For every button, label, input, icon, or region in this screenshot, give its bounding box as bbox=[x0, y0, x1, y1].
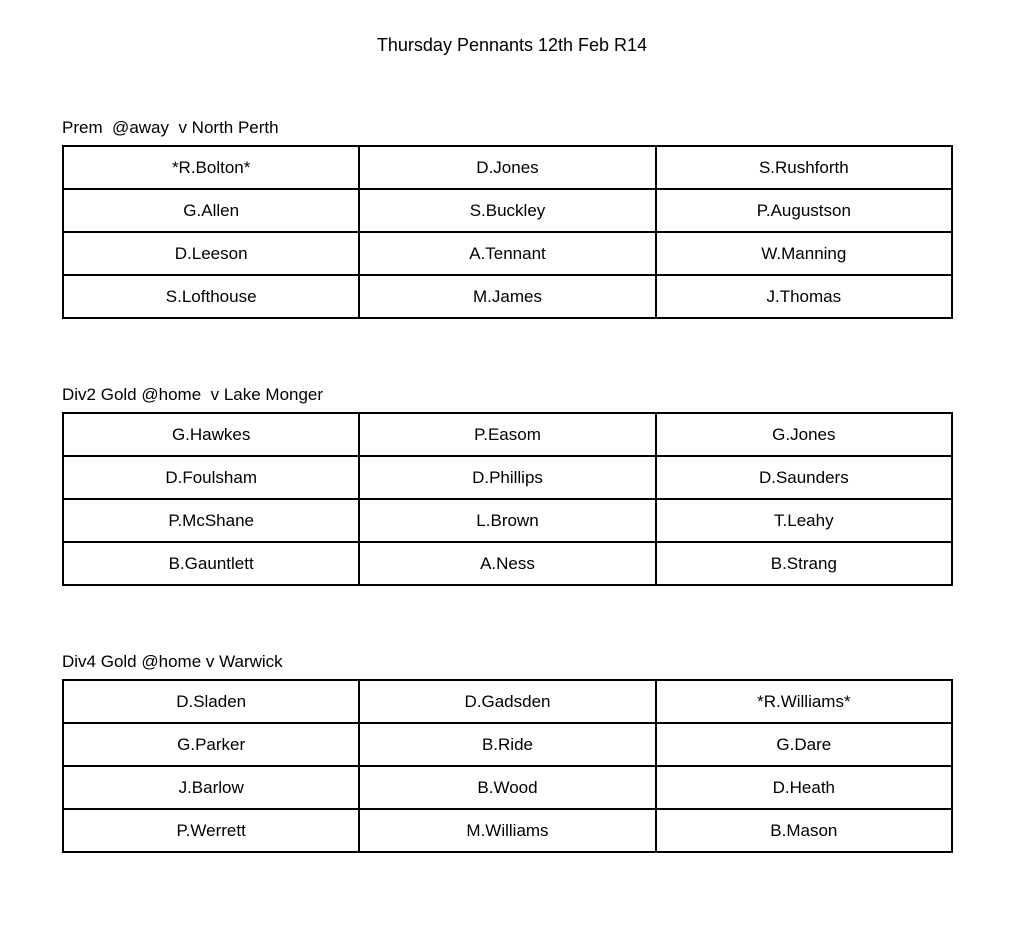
player-cell: G.Hawkes bbox=[63, 413, 359, 456]
player-cell: S.Rushforth bbox=[656, 146, 952, 189]
player-cell: S.Lofthouse bbox=[63, 275, 359, 318]
player-cell: B.Strang bbox=[656, 542, 952, 585]
player-cell: S.Buckley bbox=[359, 189, 655, 232]
section-heading: Prem @away v North Perth bbox=[62, 118, 279, 137]
player-cell: P.McShane bbox=[63, 499, 359, 542]
table-row bbox=[63, 146, 952, 189]
player-cell: P.Easom bbox=[359, 413, 655, 456]
table-row bbox=[63, 723, 952, 766]
section-heading: Div4 Gold @home v Warwick bbox=[62, 652, 283, 671]
player-cell: J.Barlow bbox=[63, 766, 359, 809]
section-prem bbox=[62, 117, 953, 319]
player-cell: J.Thomas bbox=[656, 275, 952, 318]
page-title: Thursday Pennants 12th Feb R14 bbox=[376, 35, 648, 55]
table-row bbox=[63, 680, 952, 723]
table-row bbox=[63, 766, 952, 809]
roster-table bbox=[62, 679, 953, 853]
player-cell: B.Mason bbox=[656, 809, 952, 852]
player-cell: T.Leahy bbox=[656, 499, 952, 542]
player-cell: D.Leeson bbox=[63, 232, 359, 275]
player-cell: P.Augustson bbox=[656, 189, 952, 232]
roster-table bbox=[62, 145, 953, 319]
player-cell: A.Tennant bbox=[359, 232, 655, 275]
player-cell: W.Manning bbox=[656, 232, 952, 275]
player-cell: G.Jones bbox=[656, 413, 952, 456]
table-row bbox=[63, 189, 952, 232]
player-cell: B.Gauntlett bbox=[63, 542, 359, 585]
player-cell: D.Gadsden bbox=[359, 680, 655, 723]
player-cell: D.Saunders bbox=[656, 456, 952, 499]
player-cell: D.Phillips bbox=[359, 456, 655, 499]
section-div2-gold bbox=[62, 384, 953, 586]
table-row bbox=[63, 809, 952, 852]
player-cell: L.Brown bbox=[359, 499, 655, 542]
table-row bbox=[63, 499, 952, 542]
table-row bbox=[63, 413, 952, 456]
section-heading: Div2 Gold @home v Lake Monger bbox=[62, 385, 324, 404]
player-cell: G.Parker bbox=[63, 723, 359, 766]
player-cell: D.Jones bbox=[359, 146, 655, 189]
table-row bbox=[63, 275, 952, 318]
player-cell: D.Sladen bbox=[63, 680, 359, 723]
roster-table bbox=[62, 412, 953, 586]
player-cell: G.Dare bbox=[656, 723, 952, 766]
section-div4-gold bbox=[62, 651, 953, 853]
player-cell: M.James bbox=[359, 275, 655, 318]
table-row bbox=[63, 542, 952, 585]
player-cell: *R.Williams* bbox=[656, 680, 952, 723]
player-cell: G.Allen bbox=[63, 189, 359, 232]
player-cell: A.Ness bbox=[359, 542, 655, 585]
player-cell: P.Werrett bbox=[63, 809, 359, 852]
player-cell: *R.Bolton* bbox=[63, 146, 359, 189]
player-cell: D.Foulsham bbox=[63, 456, 359, 499]
player-cell: B.Ride bbox=[359, 723, 655, 766]
player-cell: M.Williams bbox=[359, 809, 655, 852]
table-row bbox=[63, 232, 952, 275]
table-row bbox=[63, 456, 952, 499]
player-cell: B.Wood bbox=[359, 766, 655, 809]
player-cell: D.Heath bbox=[656, 766, 952, 809]
